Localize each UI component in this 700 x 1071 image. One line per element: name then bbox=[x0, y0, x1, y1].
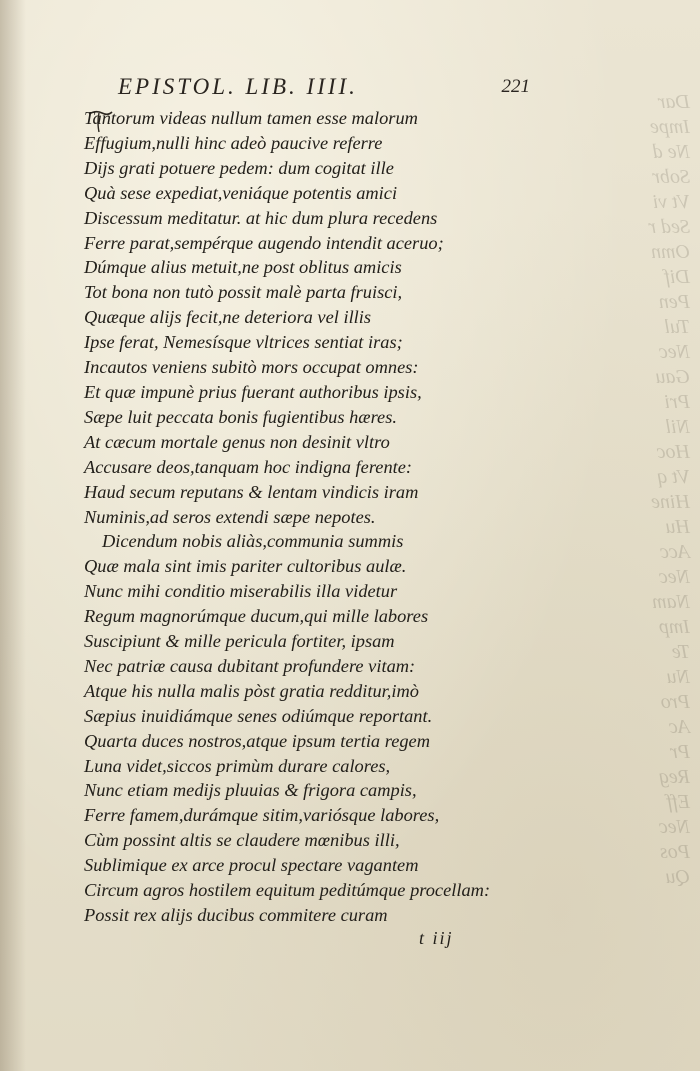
verse-line: Numinis,ad seros extendi sæpe nepotes. bbox=[84, 506, 376, 527]
verse-line: Quarta duces nostros,atque ipsum tertia regem bbox=[84, 730, 430, 751]
verse-line: Et quæ impunè prius fuerant authoribus ipsis, bbox=[84, 381, 422, 402]
spine-shadow bbox=[0, 0, 26, 1071]
verse-line: Circum agros hostilem equitum peditúmque procellam: bbox=[84, 880, 491, 901]
verse-line: Quæque alijs fecit,ne deteriora vel illis bbox=[84, 307, 372, 328]
verse-line: Suscipiunt & mille pericula fortiter, ipsam bbox=[84, 631, 395, 652]
verse-line: Sæpe luit peccata bonis fugientibus hæres. bbox=[84, 406, 397, 427]
verse-line: Incautos veniens subitò mors occupat omnes: bbox=[84, 357, 419, 378]
verse-line: Accusare deos,tanquam hoc indigna ferente: bbox=[84, 456, 413, 477]
verse-line: Nec patriæ causa dubitant profundere vitam: bbox=[84, 655, 416, 676]
verse-line: Effugium,nulli hinc adeò paucive referre bbox=[84, 132, 383, 153]
verse-text-block bbox=[84, 106, 554, 928]
verse-line: Atque his nulla malis pòst gratia redditur,imò bbox=[84, 680, 419, 701]
verse-line: Sublimique ex arce procul spectare vagantem bbox=[84, 855, 419, 876]
verse-line: Nunc etiam medijs pluuias & frigora campis, bbox=[84, 780, 417, 801]
verse-line: Ferre famem,durámque sitim,variósque labores, bbox=[84, 805, 440, 826]
verse-line: Cùm possint altis se claudere mœnibus illi, bbox=[84, 830, 400, 851]
verse-line: Discessum meditatur. at hic dum plura recedens bbox=[84, 207, 438, 228]
verse-line: Nunc mihi conditio miserabilis illa videtur bbox=[84, 581, 398, 602]
verse-line: Quæ mala sint imis pariter cultoribus aulæ. bbox=[84, 556, 407, 577]
page-header bbox=[118, 74, 530, 104]
verse-line: Sæpius inuidiámque senes odiúmque reportant. bbox=[84, 705, 433, 726]
verse-line: Quà sese expediat,veniáque potentis amici bbox=[84, 182, 398, 203]
page-number: 221 bbox=[501, 76, 530, 97]
verse-line: Luna videt,siccos primùm durare calores, bbox=[84, 755, 391, 776]
verse-line: At cæcum mortale genus non desinit vltro bbox=[84, 431, 390, 452]
verse-line: Possit rex alijs ducibus commitere curam bbox=[84, 905, 388, 925]
verse-line: Haud secum reputans & lentam vindicis iram bbox=[84, 481, 419, 502]
verse-line: Dúmque alius metuit,ne post oblitus amicis bbox=[84, 257, 402, 278]
signature-mark: t iij bbox=[419, 928, 454, 948]
verse-line: Dijs grati potuere pedem: dum cogitat ille bbox=[84, 157, 394, 178]
verse-line: Tantorum videas nullum tamen esse malorum bbox=[84, 108, 418, 128]
bleed-through-text: Dar Impe Ne d Sobr Vt vi Sed r Omn Dif Pen Tul Nec Gau Pri Nil Hoc Vt q Hine Hu Acc Nec Nam Imp Te Nu Pro Ac Pr Reg Eff Nec Pos Qu bbox=[648, 91, 690, 888]
verse-line: Regum magnorúmque ducum,qui mille labores bbox=[84, 606, 429, 627]
verse-line: Ipse ferat, Nemesísque vltrices sentiat iras; bbox=[84, 332, 403, 353]
verse-line-indented: Dicendum nobis aliàs,communia summis bbox=[102, 531, 404, 552]
verse-line: Ferre parat,sempérque augendo intendit aceruo; bbox=[84, 232, 444, 253]
running-title: EPISTOL. LIB. IIII. bbox=[118, 74, 358, 99]
verse-line: Tot bona non tutò possit malè parta fruisci, bbox=[84, 282, 403, 303]
